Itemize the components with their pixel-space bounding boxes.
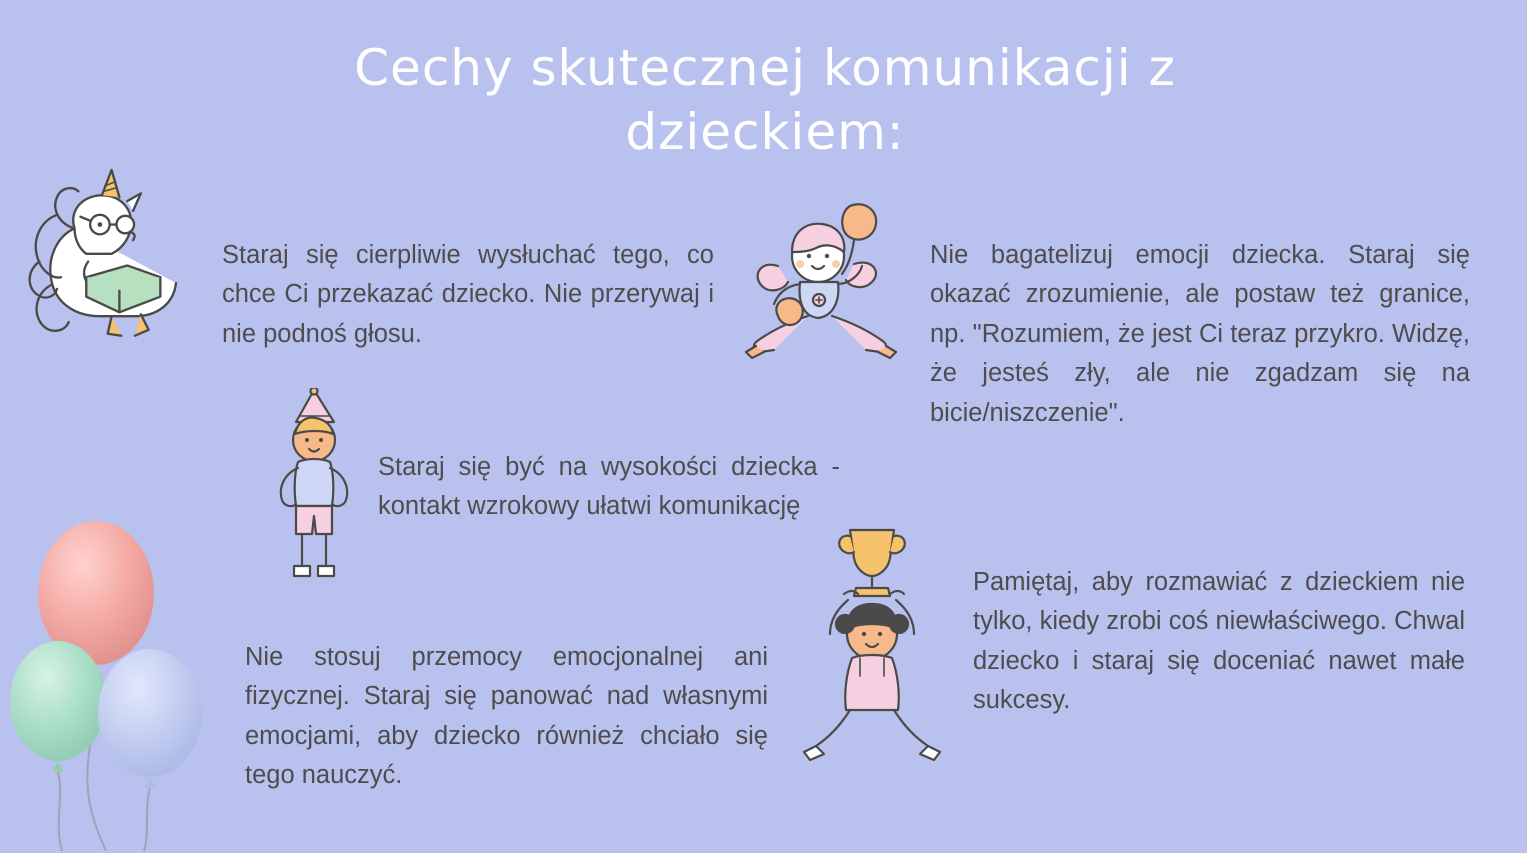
tip-text-eye-level: Staraj się być na wysokości dziecka - kontakt wzrokowy ułatwi komunikację: [378, 452, 840, 521]
girl-trophy-illustration: [782, 518, 967, 768]
tip-text-emotions: Nie bagatelizuj emocji dziecka. Staraj się okazać zrozumienie, ale postaw też granice, np. "Rozumiem, że jest Ci teraz przykro. Widzę, że jesteś zły, ale nie zgadzam się na bicie/niszczenie".: [930, 240, 1470, 427]
tip-text-praise: Pamiętaj, aby rozmawiać z dzieckiem nie tylko, kiedy zrobi coś niewłaściwego. Chwal dziecko i staraj się doceniać nawet małe sukcesy.: [973, 567, 1465, 715]
tip-text-listen: Staraj się cierpliwie wysłuchać tego, co chce Ci przekazać dziecko. Nie przerywaj i nie podnoś głosu.: [222, 240, 714, 348]
balloons-illustration: [10, 505, 225, 853]
boy-party-hat-illustration: [250, 388, 380, 588]
tip-text-no-violence: Nie stosuj przemocy emocjonalnej ani fizycznej. Staraj się panować nad własnymi emocjami, aby dziecko również chciało się tego nauczyć.: [245, 642, 768, 790]
page-title: Cechy skutecznej komunikacji z dzieckiem:: [354, 39, 1176, 161]
unicorn-reading-illustration: [18, 168, 213, 363]
girl-splits-illustration: [738, 200, 908, 375]
